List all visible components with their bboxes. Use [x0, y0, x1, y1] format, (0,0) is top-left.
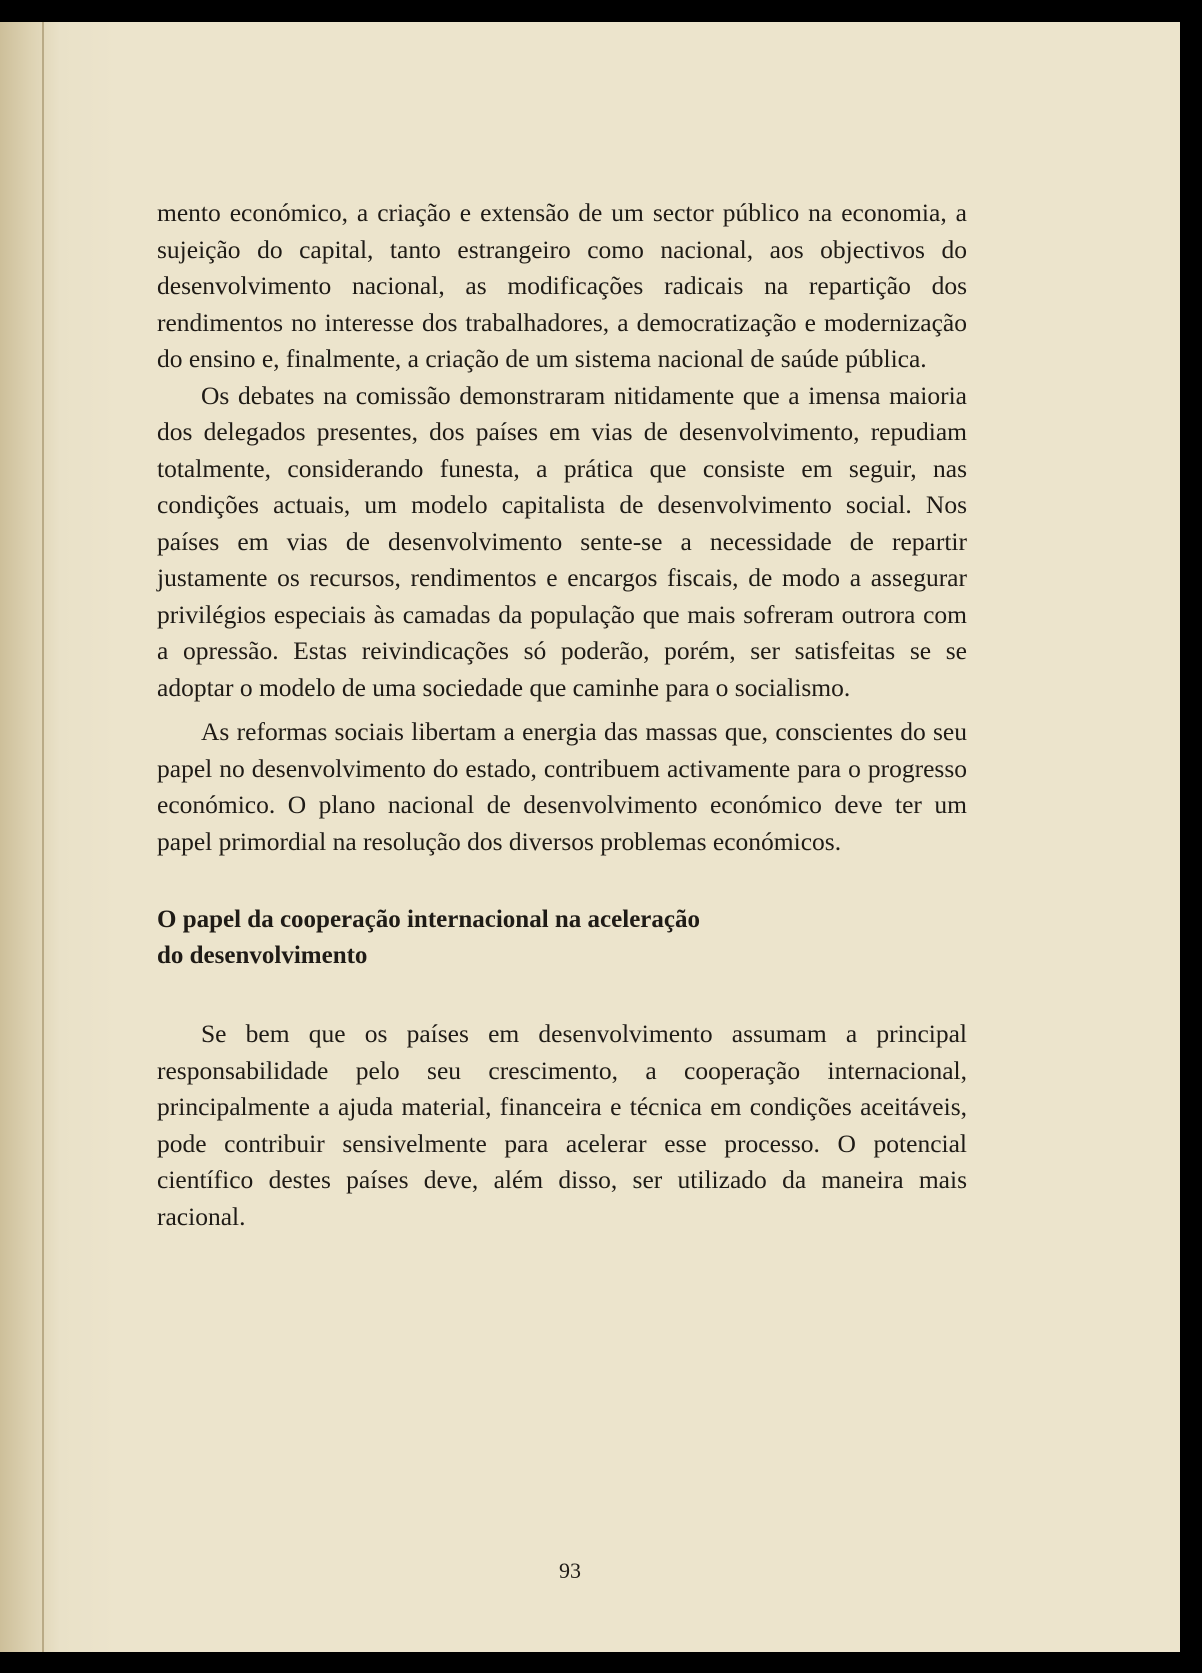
book-page — [0, 22, 1180, 1652]
paragraph: As reformas sociais libertam a energia das massas que, conscientes do seu papel no desenvolvimento do estado, contribuem activamente para o progresso económico. O plano nacional de desenvolvimento económico deve ter um papel primordial na resolução dos diversos problemas económicos. — [157, 717, 967, 856]
body-text — [157, 195, 967, 1235]
page-spine-shadow — [42, 22, 44, 1652]
page-number: 93 — [559, 1558, 581, 1583]
paragraph: Se bem que os países em desenvolvimento assumam a principal responsabilidade pelo seu crescimento, a cooperação internacional, principalmente a ajuda material, financeira e técnica em condições aceitáveis, pode contribuir sensivelmente para acelerar esse processo. O potencial científico destes países deve, além disso, ser utilizado da maneira mais racional. — [157, 1019, 967, 1231]
section-heading — [157, 902, 967, 974]
paragraph-continuation: mento económico, a criação e extensão de um sector público na economia, a sujeição do capital, tanto estrangeiro como nacional, aos objectivos do desenvolvimento nacional, as modificações radicais na repartição dos rendimentos no interesse dos trabalhadores, a democratização e modernização do ensino e, finalmente, a criação de um sistema nacional de saúde pública. — [157, 198, 967, 373]
section-heading-line-2: do desenvolvimento — [157, 942, 368, 969]
paragraph: Os debates na comissão demonstraram nitidamente que a imensa maioria dos delegados presentes, dos países em vias de desenvolvimento, repudiam totalmente, considerando funesta, a prática que consiste em seguir, nas condições actuais, um modelo capitalista de desenvolvimento social. Nos países em vias de desenvolvimento sente-se a necessidade de repartir justamente os recursos, rendimentos e encargos fiscais, de modo a assegurar privilégios especiais às camadas da população que mais sofreram outrora com a opressão. Estas reivindicações só poderão, porém, ser satisfeitas se se adoptar o modelo de uma sociedade que caminhe para o socialismo. — [157, 380, 967, 702]
section-heading-line-1: O papel da cooperação internacional na aceleração — [157, 906, 700, 933]
